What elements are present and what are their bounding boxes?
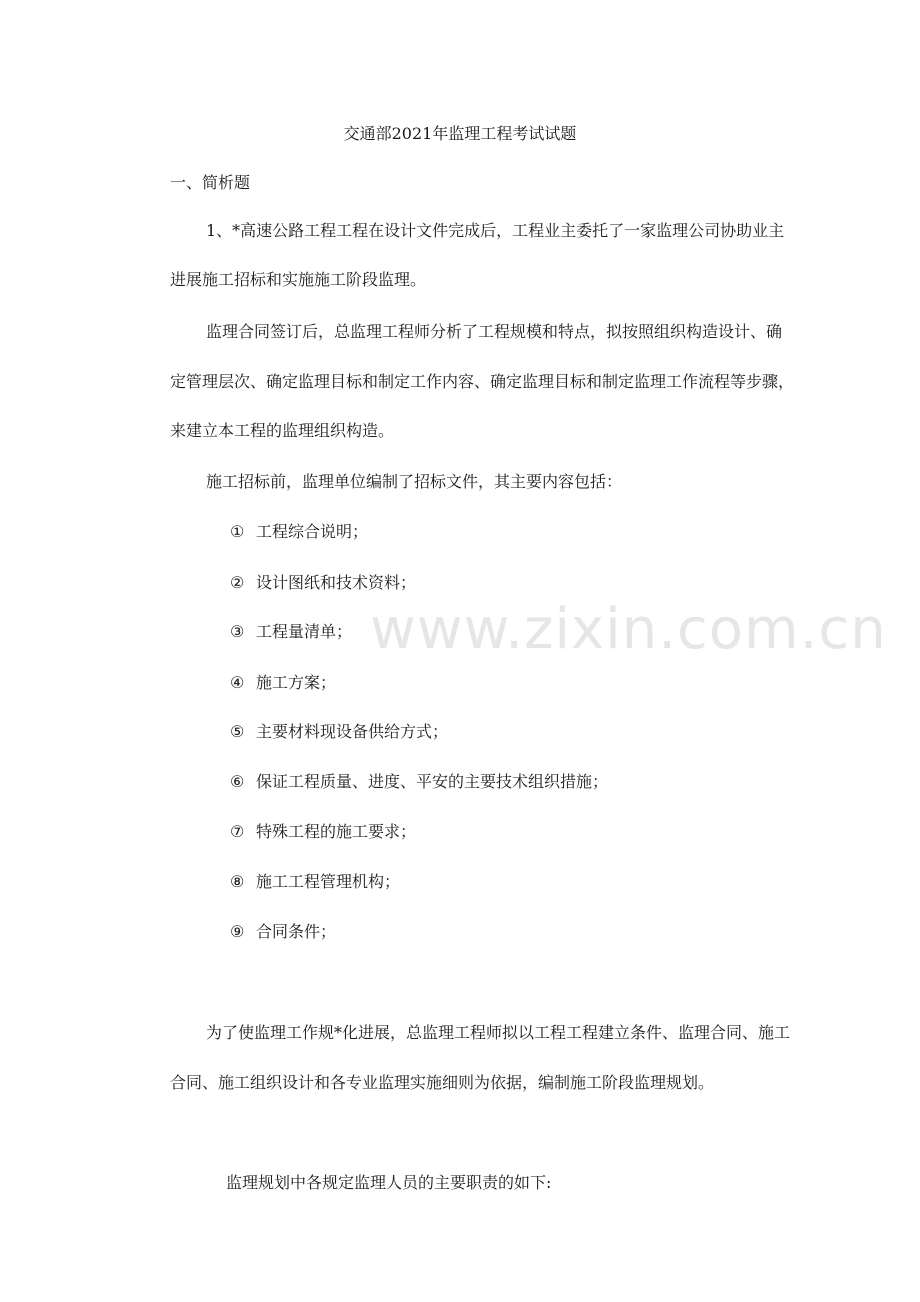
- list-item-text: 工程综合说明；: [256, 522, 369, 541]
- list-item-text: 合同条件；: [256, 922, 337, 941]
- list-item-number: ⑨: [230, 922, 245, 941]
- paragraph-line: 为了使监理工作规*化进展，总监理工程师拟以工程工程建立条件、监理合同、施工: [206, 1023, 791, 1042]
- paragraph-line: 监理合同签订后，总监理工程师分析了工程规模和特点，拟按照组织构造设计、确: [206, 322, 783, 341]
- list-item: [230, 622, 352, 642]
- paragraph-line: 监理规划中各规定监理人员的主要职责的如下:: [226, 1173, 552, 1192]
- paragraph-line: 定管理层次、确定监理目标和制定工作内容、确定监理目标和制定监理工作流程等步骤，: [170, 372, 795, 391]
- list-item-text: 施工工程管理机构；: [256, 872, 401, 891]
- list-item-text: 工程量清单；: [256, 622, 353, 641]
- list-item-text: 特殊工程的施工要求；: [256, 822, 417, 841]
- list-item-number: ①: [230, 522, 245, 541]
- list-item: [230, 573, 416, 593]
- list-item: [230, 722, 448, 742]
- list-item-number: ③: [230, 622, 245, 641]
- list-item-number: ⑥: [230, 772, 245, 791]
- list-item: [230, 872, 400, 892]
- list-item-text: 施工方案；: [256, 673, 337, 692]
- list-item: [230, 922, 336, 942]
- list-item-text: 设计图纸和技术资料；: [256, 573, 417, 592]
- list-item-text: 保证工程质量、进度、平安的主要技术组织措施；: [256, 772, 609, 791]
- list-item-number: ⑤: [230, 722, 245, 741]
- list-item-text: 主要材料现设备供给方式；: [256, 722, 449, 741]
- paragraph-line: 1、*高速公路工程工程在设计文件完成后，工程业主委托了一家监理公司协助业主: [206, 221, 785, 240]
- list-item: [230, 673, 336, 693]
- list-item-number: ④: [230, 673, 245, 692]
- list-item-number: ⑦: [230, 822, 245, 841]
- list-item: [230, 772, 608, 792]
- section-heading: 一、简析题: [170, 173, 251, 192]
- paragraph-line: 进展施工招标和实施施工阶段监理。: [170, 270, 427, 289]
- list-item-number: ②: [230, 573, 245, 592]
- paragraph-line: 来建立本工程的监理组织构造。: [170, 421, 395, 440]
- paragraph-line: 施工招标前，监理单位编制了招标文件，其主要内容包括：: [206, 472, 623, 491]
- watermark: www.zixin.com.cn: [370, 597, 887, 662]
- list-item-number: ⑧: [230, 872, 245, 891]
- list-item: [230, 522, 368, 542]
- paragraph-line: 合同、施工组织设计和各专业监理实施细则为依据，编制施工阶段监理规划。: [170, 1073, 715, 1092]
- page-title: 交通部2021年监理工程考试试题: [343, 124, 577, 143]
- list-item: [230, 822, 416, 842]
